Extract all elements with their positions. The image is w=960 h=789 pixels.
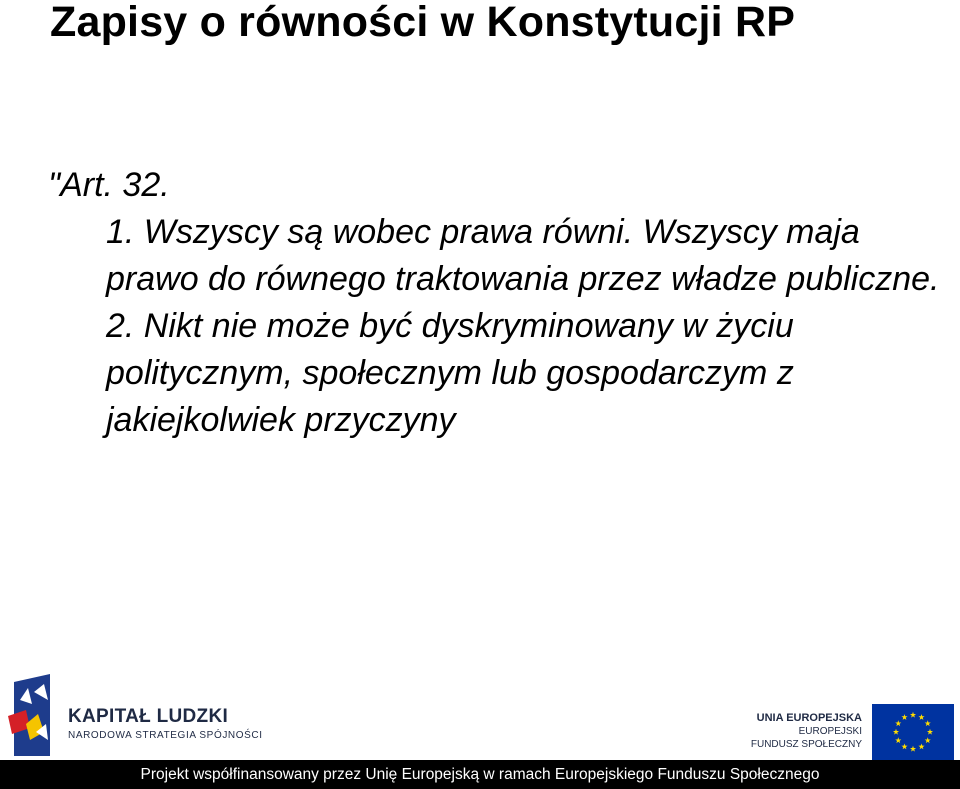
eu-european-label: EUROPEJSKI: [798, 726, 862, 737]
kapital-ludzki-text: [68, 706, 263, 741]
kapital-ludzki-logo-icon: [6, 674, 62, 765]
eu-social-fund-label: FUNDUSZ SPOŁECZNY: [750, 739, 862, 750]
article-heading: "Art. 32.: [48, 166, 170, 204]
kapital-ludzki-title: KAPITAŁ LUDZKI: [68, 706, 229, 727]
footer-bar: [0, 760, 960, 789]
kapital-ludzki-subtitle: NARODOWA STRATEGIA SPÓJNOŚCI: [68, 730, 263, 741]
eu-flag-icon: [872, 704, 954, 765]
slide-title: Zapisy o równości w Konstytucji RP: [50, 0, 796, 46]
eu-union-label: UNIA EUROPEJSKA: [756, 712, 862, 724]
paragraph-1: 1. Wszyscy są wobec prawa równi. Wszyscy maja prawo do równego traktowania przez władze publiczne.: [106, 213, 940, 298]
eu-fund-text: [700, 712, 862, 751]
slide-body: [48, 162, 948, 444]
footer-text: Projekt współfinansowany przez Unię Europejską w ramach Europejskiego Funduszu Społecznego: [140, 765, 820, 783]
paragraph-2: 2. Nikt nie może być dyskryminowany w życiu politycznym, społecznym lub gospodarczym z jakiejkolwiek przyczyny: [106, 307, 794, 439]
